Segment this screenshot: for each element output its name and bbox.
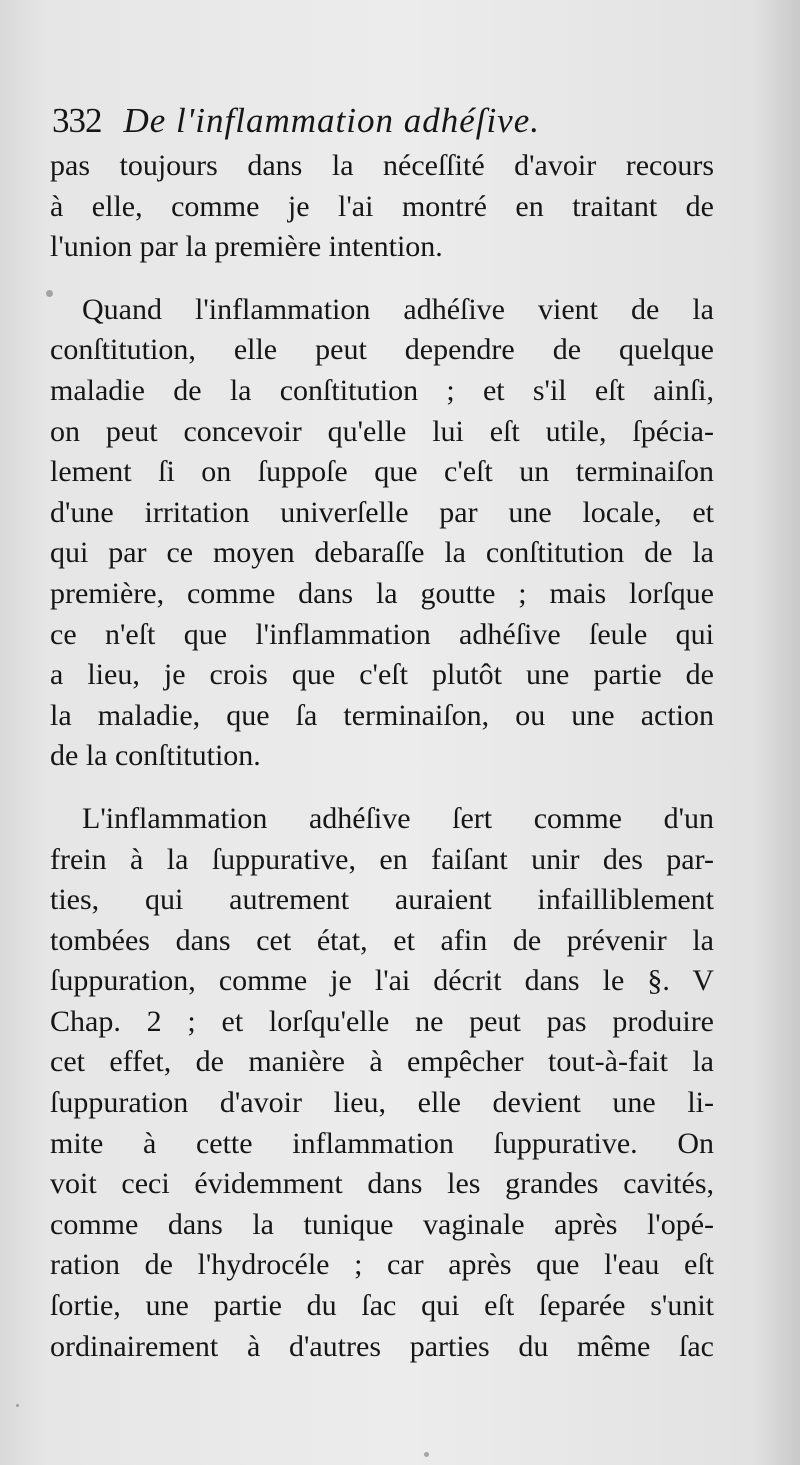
text-line: ſuppuration, comme je l'ai décrit dans le §. V [50,964,714,998]
text-line: cet effet, de manière à empêcher tout-à-fait la [50,1045,714,1079]
paper-speck [424,1452,429,1457]
text-line: tombées dans cet état, et afin de prévenir la [50,923,714,957]
page-number: 332 [52,101,102,140]
text-line: première, comme dans la goutte ; mais lorſque [50,576,714,610]
text-line: la maladie, que ſa terminaiſon, ou une action [50,698,714,732]
text-line: a lieu, je crois que c'eſt plutôt une partie de [50,658,714,692]
text-line: mite à cette inflammation ſuppurative. On [50,1126,714,1160]
text-line: lement ſi on ſuppoſe que c'eſt un terminaiſon [50,455,714,489]
paper-speck [46,290,53,297]
text-line: pas toujours dans la néceſſité d'avoir recours [50,149,714,182]
text-line: ſortie, une partie du ſac qui eſt ſeparée s'unit [50,1289,714,1323]
running-head [52,98,752,144]
text-body [50,146,714,1367]
text-line: comme dans la tunique vaginale après l'opé- [50,1207,714,1241]
text-line: ordinairement à d'autres parties du même ſac [50,1329,714,1363]
paragraph-2 [50,290,714,777]
text-line: d'une irritation univerſelle par une locale, et [50,495,714,529]
text-line: de la conſtitution. [50,739,261,773]
text-line: frein à la ſuppurative, en faiſant unir des par- [50,842,714,876]
text-line: voit ceci évidemment dans les grandes cavités, [50,1167,714,1201]
paragraph-spacing [50,268,714,290]
paragraph-spacing [50,777,714,799]
paragraph-1 [50,146,714,268]
text-line: on peut concevoir qu'elle lui eſt utile, ſpécia- [50,414,714,448]
running-title: De l'inflammation adhéſive. [123,101,540,140]
text-line: L'inflammation adhéſive ſert comme d'un [82,801,714,835]
text-line: l'union par la première intention. [50,230,443,264]
text-line: qui par ce moyen debaraſſe la conſtitution de la [50,536,714,570]
text-line: ration de l'hydrocéle ; car après que l'eau eſt [50,1248,714,1282]
text-line: ſuppuration d'avoir lieu, elle devient une li- [50,1086,714,1120]
text-line: ce n'eſt que l'inflammation adhéſive ſeule qui [50,617,714,651]
text-line: à elle, comme je l'ai montré en traitant de [50,189,714,223]
text-line: Quand l'inflammation adhéſive vient de la [82,292,714,326]
paragraph-3 [50,799,714,1367]
text-line: maladie de la conſtitution ; et s'il eſt ainſi, [50,373,714,407]
text-line: Chap. 2 ; et lorſqu'elle ne peut pas produire [50,1004,714,1038]
text-line: conſtitution, elle peut dependre de quelque [50,333,714,367]
paper-speck [16,1404,19,1407]
text-line: ties, qui autrement auraient infailliblement [50,883,714,917]
